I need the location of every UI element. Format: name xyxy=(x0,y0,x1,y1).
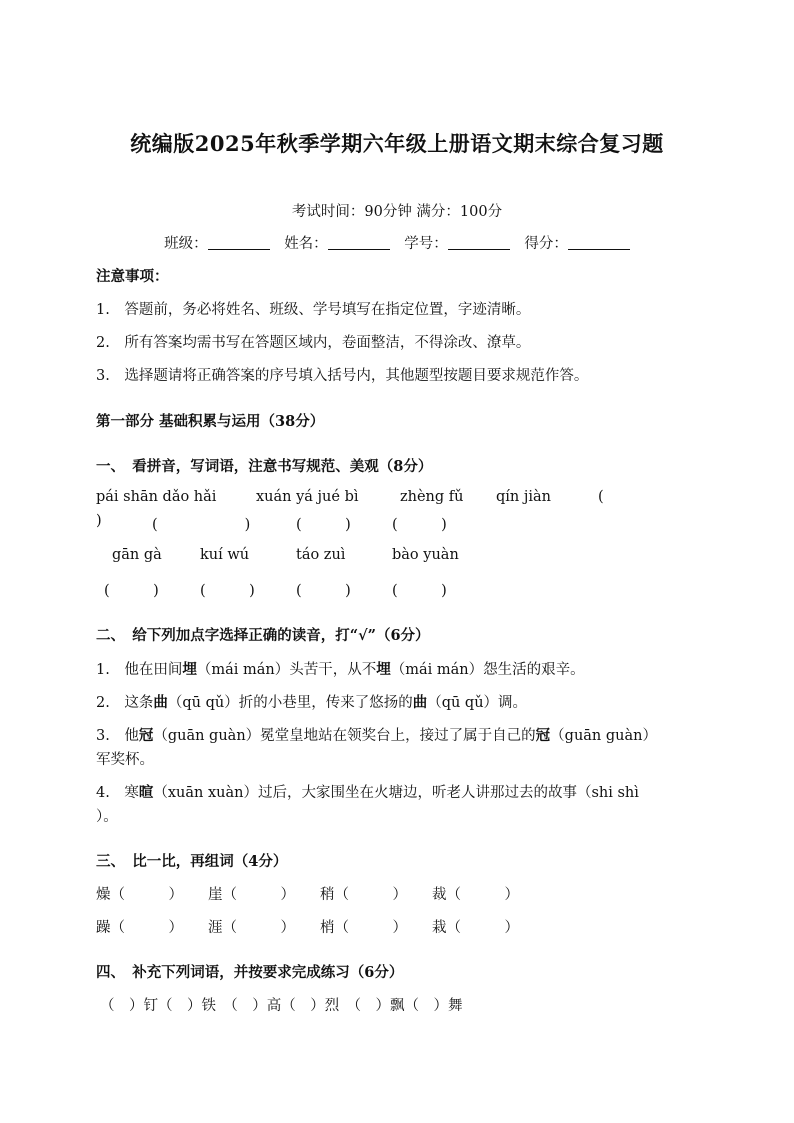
item-text[interactable]: （guān guàn）冕堂皇地站在领奖台上，接过了属于自己的 xyxy=(153,728,536,744)
student-info-fields xyxy=(0,232,794,253)
item-text: 3. 他 xyxy=(96,728,139,744)
answer-bracket[interactable]: ) xyxy=(96,513,102,529)
compare-item[interactable]: 栽（ ） xyxy=(432,920,519,936)
q3-heading: 三、 比一比，再组词（4分） xyxy=(96,853,288,870)
exam-info: 考试时间：90分钟 满分：100分 xyxy=(291,204,503,220)
pinyin-item: xuán yá jué bì xyxy=(256,489,359,505)
pinyin-item: kuí wú xyxy=(200,547,250,563)
student-id-blank[interactable] xyxy=(448,235,510,250)
page-title: 统编版2025年秋季学期六年级上册语文期末综合复习题 xyxy=(130,131,664,156)
student-id-label: 学号： xyxy=(404,236,448,252)
q2-item xyxy=(96,724,657,745)
compare-item[interactable]: 涯（ ） xyxy=(208,920,295,936)
item-text[interactable]: （mái mán）头苦干，从不 xyxy=(196,662,377,678)
answer-bracket[interactable]: ( ) xyxy=(296,517,351,533)
name-label: 姓名： xyxy=(284,236,328,252)
score-label: 得分： xyxy=(524,236,568,252)
answer-bracket[interactable]: ( ) xyxy=(200,583,255,599)
answer-bracket[interactable]: ( xyxy=(598,489,604,505)
item-text[interactable]: （qū qǔ）调。 xyxy=(427,695,528,711)
notice-item: 2. 所有答案均需书写在答题区域内，卷面整洁，不得涂改、潦草。 xyxy=(96,335,531,351)
compare-item[interactable]: 稍（ ） xyxy=(320,887,407,903)
q2-item xyxy=(96,691,527,712)
notice-heading: 注意事项： xyxy=(96,268,169,285)
answer-bracket[interactable]: ( ) xyxy=(296,583,351,599)
notice-item: 3. 选择题请将正确答案的序号填入括号内，其他题型按题目要求规范作答。 xyxy=(96,368,589,384)
dotted-char: 曲 xyxy=(153,694,168,711)
answer-bracket[interactable]: ( ) xyxy=(392,517,447,533)
class-blank[interactable] xyxy=(208,235,270,250)
dotted-char: 冠 xyxy=(535,727,551,744)
answer-bracket[interactable]: ( ) xyxy=(392,583,447,599)
compare-item[interactable]: 裁（ ） xyxy=(432,887,519,903)
pinyin-item: zhèng fǔ xyxy=(400,489,464,505)
compare-item[interactable]: 梢（ ） xyxy=(320,920,407,936)
answer-bracket[interactable]: ( ) xyxy=(152,517,251,533)
part1-heading: 第一部分 基础积累与运用（38分） xyxy=(96,413,325,430)
pinyin-item: pái shān dǎo hǎi xyxy=(96,489,217,505)
compare-item[interactable]: 燥（ ） xyxy=(96,887,183,903)
score-blank[interactable] xyxy=(568,235,630,250)
dotted-char: 埋 xyxy=(182,661,197,678)
dotted-char: 埋 xyxy=(376,661,391,678)
q2-heading: 二、 给下列加点字选择正确的读音，打“√”（6分） xyxy=(96,627,430,644)
item-text[interactable]: （xuān xuàn）过后，大家围坐在火塘边，听老人讲那过去的故事（shi shì xyxy=(153,785,639,801)
pinyin-item: bào yuàn xyxy=(392,547,459,563)
q2-item xyxy=(96,781,639,802)
dotted-char: 暄 xyxy=(138,784,154,801)
pinyin-item: qín jiàn xyxy=(496,489,551,505)
q2-item xyxy=(96,658,585,679)
item-text: 4. 寒 xyxy=(96,785,139,801)
class-label: 班级： xyxy=(164,236,208,252)
dotted-char: 曲 xyxy=(412,694,428,711)
q2-item-continued: ）。 xyxy=(96,809,118,825)
compare-item[interactable]: 崖（ ） xyxy=(208,887,295,903)
item-text: 2. 这条 xyxy=(96,695,154,711)
item-text[interactable]: （qū qǔ）折的小巷里，传来了悠扬的 xyxy=(167,695,413,711)
q4-row[interactable]: （ ）钉（ ）铁 （ ）高（ ）烈 （ ）飘（ ）舞 xyxy=(100,998,463,1014)
dotted-char: 冠 xyxy=(138,727,154,744)
q4-heading: 四、 补充下列词语，并按要求完成练习（6分） xyxy=(96,964,404,981)
pinyin-item: gān gà xyxy=(112,547,162,563)
compare-item[interactable]: 躁（ ） xyxy=(96,920,183,936)
q2-item-continued: 军奖杯。 xyxy=(96,752,154,768)
pinyin-item: táo zuì xyxy=(296,547,346,563)
item-text[interactable]: （guān guàn） xyxy=(550,728,657,744)
name-blank[interactable] xyxy=(328,235,390,250)
notice-item: 1. 答题前，务必将姓名、班级、学号填写在指定位置，字迹清晰。 xyxy=(96,302,531,318)
answer-bracket[interactable]: ( ) xyxy=(104,583,159,599)
item-text: 1. 他在田间 xyxy=(96,662,183,678)
q1-heading: 一、 看拼音，写词语，注意书写规范、美观（8分） xyxy=(96,458,433,475)
item-text[interactable]: （mái mán）怨生活的艰辛。 xyxy=(390,662,585,678)
